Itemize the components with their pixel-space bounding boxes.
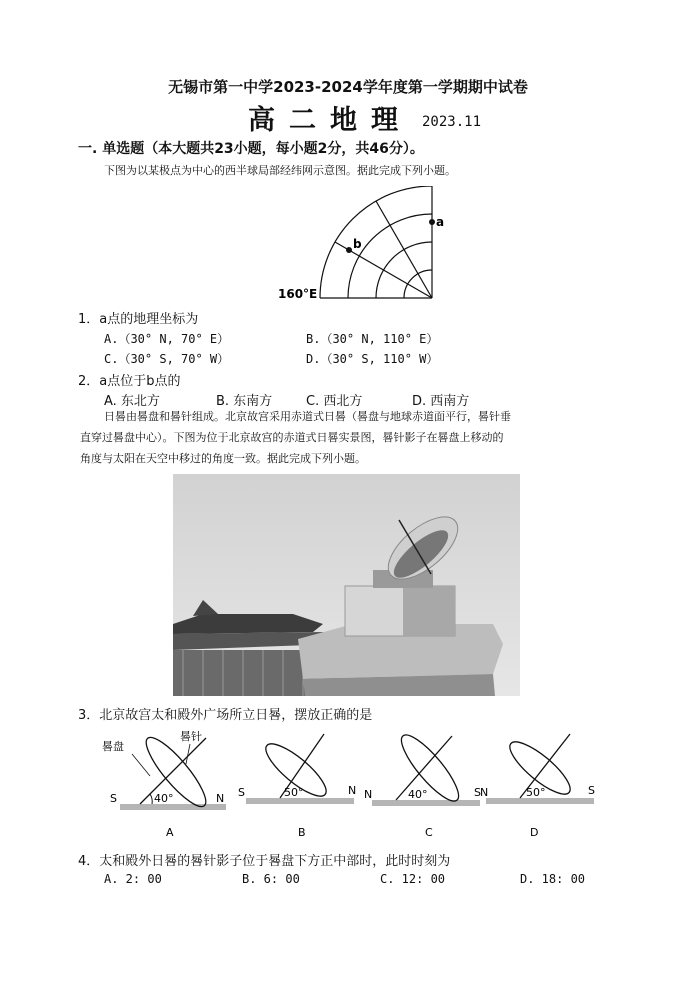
q3-diagrams [80, 724, 620, 844]
q2-option-c[interactable]: C. 西北方 [306, 394, 363, 409]
svg-text:N: N [216, 792, 225, 805]
outer-latitude-arc [320, 186, 432, 298]
latitude-arc-2 [348, 214, 432, 298]
diagram-b [238, 734, 356, 804]
q2-option-a[interactable]: A. 东北方 [104, 394, 160, 409]
passage-line-3: 角度与太阳在天空中移过的角度一致。据此完成下列小题。 [80, 452, 366, 465]
point-a-label: a [436, 215, 445, 229]
graticule-figure [270, 186, 470, 306]
q4-option-a[interactable]: A. 2: 00 [104, 872, 162, 886]
q1-stem: 1．a点的地理坐标为 [78, 312, 199, 327]
svg-text:S: S [474, 786, 481, 799]
diagram-d [480, 734, 595, 804]
svg-text:50°: 50° [526, 786, 546, 799]
svg-text:N: N [348, 784, 357, 797]
q2-option-b[interactable]: B. 东南方 [216, 394, 273, 409]
q1-option-a[interactable]: A.（30° N, 70° E） [104, 332, 230, 346]
q4-stem: 4．太和殿外日晷的晷针影子位于晷盘下方正中部时，此时时刻为 [78, 854, 451, 869]
subject-title: 高二地理 [248, 105, 412, 136]
svg-text:S: S [238, 786, 245, 799]
sundial-photo [173, 474, 520, 696]
svg-text:N: N [480, 786, 489, 799]
passage-line-1: 日晷由晷盘和晷针组成。北京故宫采用赤道式日晷（晷盘与地球赤道面平行，晷针垂 [104, 410, 511, 423]
exam-date: 2023.11 [422, 114, 482, 130]
intro-text: 下图为以某极点为中心的西半球局部经纬网示意图。据此完成下列小题。 [104, 164, 456, 177]
q3-option-c: C [425, 826, 433, 839]
svg-text:40°: 40° [408, 788, 428, 801]
sundial-passage [80, 406, 620, 469]
meridian-60 [376, 201, 432, 298]
passage-line-2: 直穿过晷盘中心）。下图为位于北京故宫的赤道式日晷实景图，晷针影子在晷盘上移动的 [80, 431, 504, 444]
q4-option-c[interactable]: C. 12: 00 [380, 872, 446, 886]
svg-text:N: N [364, 788, 373, 801]
section-heading: 一. 单选题（本大题共23小题，每小题2分，共46分）。 [78, 141, 424, 157]
q2-stem: 2．a点位于b点的 [78, 374, 181, 389]
q4-option-b[interactable]: B. 6: 00 [242, 872, 300, 886]
q3-stem: 3．北京故宫太和殿外广场所立日晷，摆放正确的是 [78, 708, 373, 723]
q3-option-d: D [530, 826, 539, 839]
q3-option-a: A [166, 826, 174, 839]
point-b-label: b [353, 237, 362, 251]
svg-text:S: S [110, 792, 117, 805]
q1-option-c[interactable]: C.（30° S, 70° W） [104, 352, 230, 366]
disc-label: 晷盘 [102, 740, 124, 753]
q3-option-b: B [298, 826, 306, 839]
longitude-label: 160°E [278, 287, 318, 301]
q2-option-d[interactable]: D. 西南方 [412, 394, 470, 409]
needle-label: 晷针 [180, 730, 202, 743]
svg-text:50°: 50° [284, 786, 304, 799]
diagram-c [364, 728, 481, 808]
q1-option-b[interactable]: B.（30° N, 110° E） [306, 332, 439, 346]
point-a-dot [429, 219, 435, 225]
diagram-a [102, 729, 226, 813]
point-b-dot [346, 247, 352, 253]
q1-option-d[interactable]: D.（30° S, 110° W） [306, 352, 439, 366]
svg-text:40°: 40° [154, 792, 174, 805]
svg-text:S: S [588, 784, 595, 797]
q4-option-d[interactable]: D. 18: 00 [520, 872, 586, 886]
school-title: 无锡市第一中学2023-2024学年度第一学期期中试卷 [168, 78, 528, 96]
